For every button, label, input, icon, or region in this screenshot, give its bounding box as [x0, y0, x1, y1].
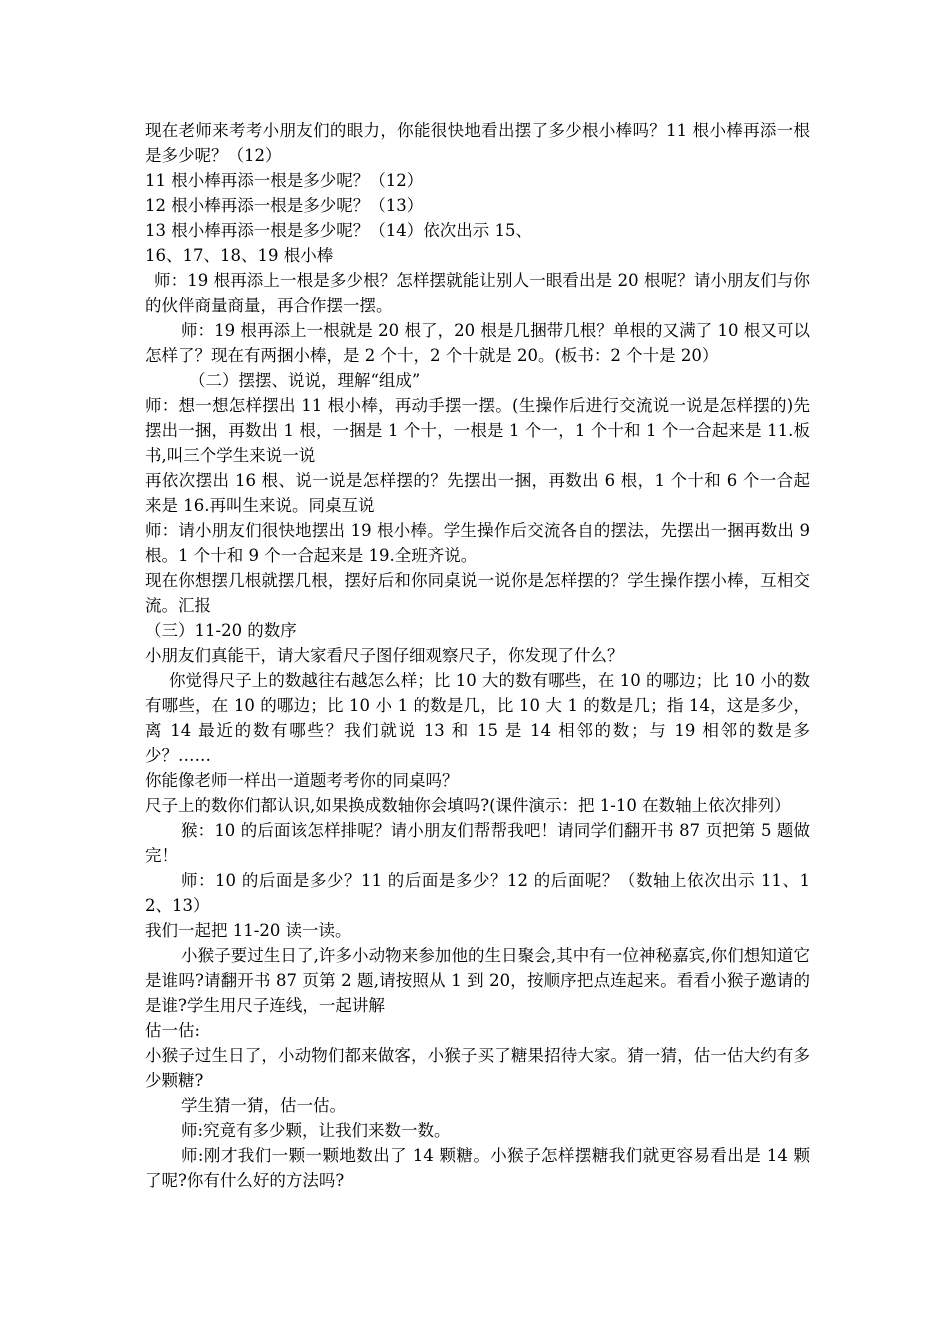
section-heading-2: （二）摆摆、说说，理解“组成” — [189, 371, 421, 390]
paragraph-students-guess: 学生猜一猜，估一估。 — [181, 1096, 346, 1115]
paragraph-teacher-19-plus-one: 师：19 根再添上一根是多少根？怎样摆就能让别人一眼看出是 20 根呢？请小朋友们与你的伙伴商量商量，再合作摆一摆。 — [145, 271, 810, 315]
paragraph-teacher-after-10: 师：10 的后面是多少？11 的后面是多少？12 的后面呢？（数轴上依次出示 11、12、13） — [145, 871, 810, 915]
paragraph-candy: 小猴子过生日了，小动物们都来做客，小猴子买了糖果招待大家。猜一猜，估一估大约有多少颗糖? — [145, 1046, 810, 1090]
section-heading-3: （三）11-20 的数序 — [145, 621, 297, 640]
paragraph-11-sticks: 11 根小棒再添一根是多少呢？（12） — [145, 171, 424, 190]
paragraph-13-sticks: 13 根小棒再添一根是多少呢？（14）依次出示 15、 — [145, 221, 532, 240]
paragraph-teacher-20: 师：19 根再添上一根就是 20 根了，20 根是几捆带几根？单根的又满了 10 根又可以怎样了？现在有两捆小棒，是 2 个十，2 个十就是 20。(板书：2 个十是 20） — [145, 321, 810, 365]
paragraph-count: 师:究竟有多少颗，让我们来数一数。 — [181, 1121, 451, 1140]
heading-estimate: 估一估: — [145, 1021, 201, 1040]
paragraph-intro: 现在老师来考考小朋友们的眼力，你能很快地看出摆了多少根小棒吗？11 根小棒再添一根是多少呢？（12） — [145, 121, 810, 165]
paragraph-birthday: 小猴子要过生日了,许多小动物来参加他的生日聚会,其中有一位神秘嘉宾,你们想知道它是谁吗?请翻开书 87 页第 2 题,请按照从 1 到 20，按顺序把点连起来。看看小猴子邀请的是谁?学生用尺子连线，一起讲解 — [145, 946, 810, 1015]
paragraph-number-line: 尺子上的数你们都认识,如果换成数轴你会填吗?(课件演示：把 1-10 在数轴上依次排列） — [145, 796, 791, 815]
paragraph-ruler-questions: 你觉得尺子上的数越往右越怎么样；比 10 大的数有哪些，在 10 的哪边；比 10 小的数有哪些，在 10 的哪边；比 10 小 1 的数是几，比 10 大 1 的数是几；指 14，这是多少，离 14 最近的数有哪些？我们就说 13 和 15 是 14 相邻的数；与 19 相邻的数是多少？…… — [145, 671, 810, 765]
paragraph-make-11: 师：想一想怎样摆出 11 根小棒，再动手摆一摆。(生操作后进行交流说一说是怎样摆的)先摆出一捆，再数出 1 根，一捆是 1 个十，一根是 1 个一，1 个十和 1 个一合起来是 11.板书,叫三个学生来说一说 — [145, 396, 810, 465]
paragraph-14-candies: 师:刚才我们一颗一颗地数出了 14 颗糖。小猴子怎样摆糖我们就更容易看出是 14 颗了呢?你有什么好的方法吗? — [145, 1146, 810, 1190]
paragraph-read-11-20: 我们一起把 11-20 读一读。 — [145, 921, 352, 940]
paragraph-12-sticks: 12 根小棒再添一根是多少呢？（13） — [145, 196, 424, 215]
paragraph-free-make: 现在你想摆几根就摆几根，摆好后和你同桌说一说你是怎样摆的？学生操作摆小棒，互相交流。汇报 — [145, 571, 810, 615]
paragraph-make-19: 师：请小朋友们很快地摆出 19 根小棒。学生操作后交流各自的摆法，先摆出一捆再数出 9 根。1 个十和 9 个一合起来是 19.全班齐说。 — [145, 521, 810, 565]
paragraph-quiz-partner: 你能像老师一样出一道题考考你的同桌吗？ — [145, 771, 459, 790]
paragraph-ruler: 小朋友们真能干，请大家看尺子图仔细观察尺子，你发现了什么？ — [145, 646, 624, 665]
paragraph-make-16: 再依次摆出 16 根、说一说是怎样摆的？先摆出一捆，再数出 6 根，1 个十和 6 个一合起来是 16.再叫生来说。同桌互说 — [145, 471, 810, 515]
paragraph-16-19-sticks: 16、17、18、19 根小棒 — [145, 246, 334, 265]
paragraph-monkey: 猴：10 的后面该怎样排呢？请小朋友们帮帮我吧！请同学们翻开书 87 页把第 5 题做完！ — [145, 821, 810, 865]
document-page — [145, 118, 810, 1193]
